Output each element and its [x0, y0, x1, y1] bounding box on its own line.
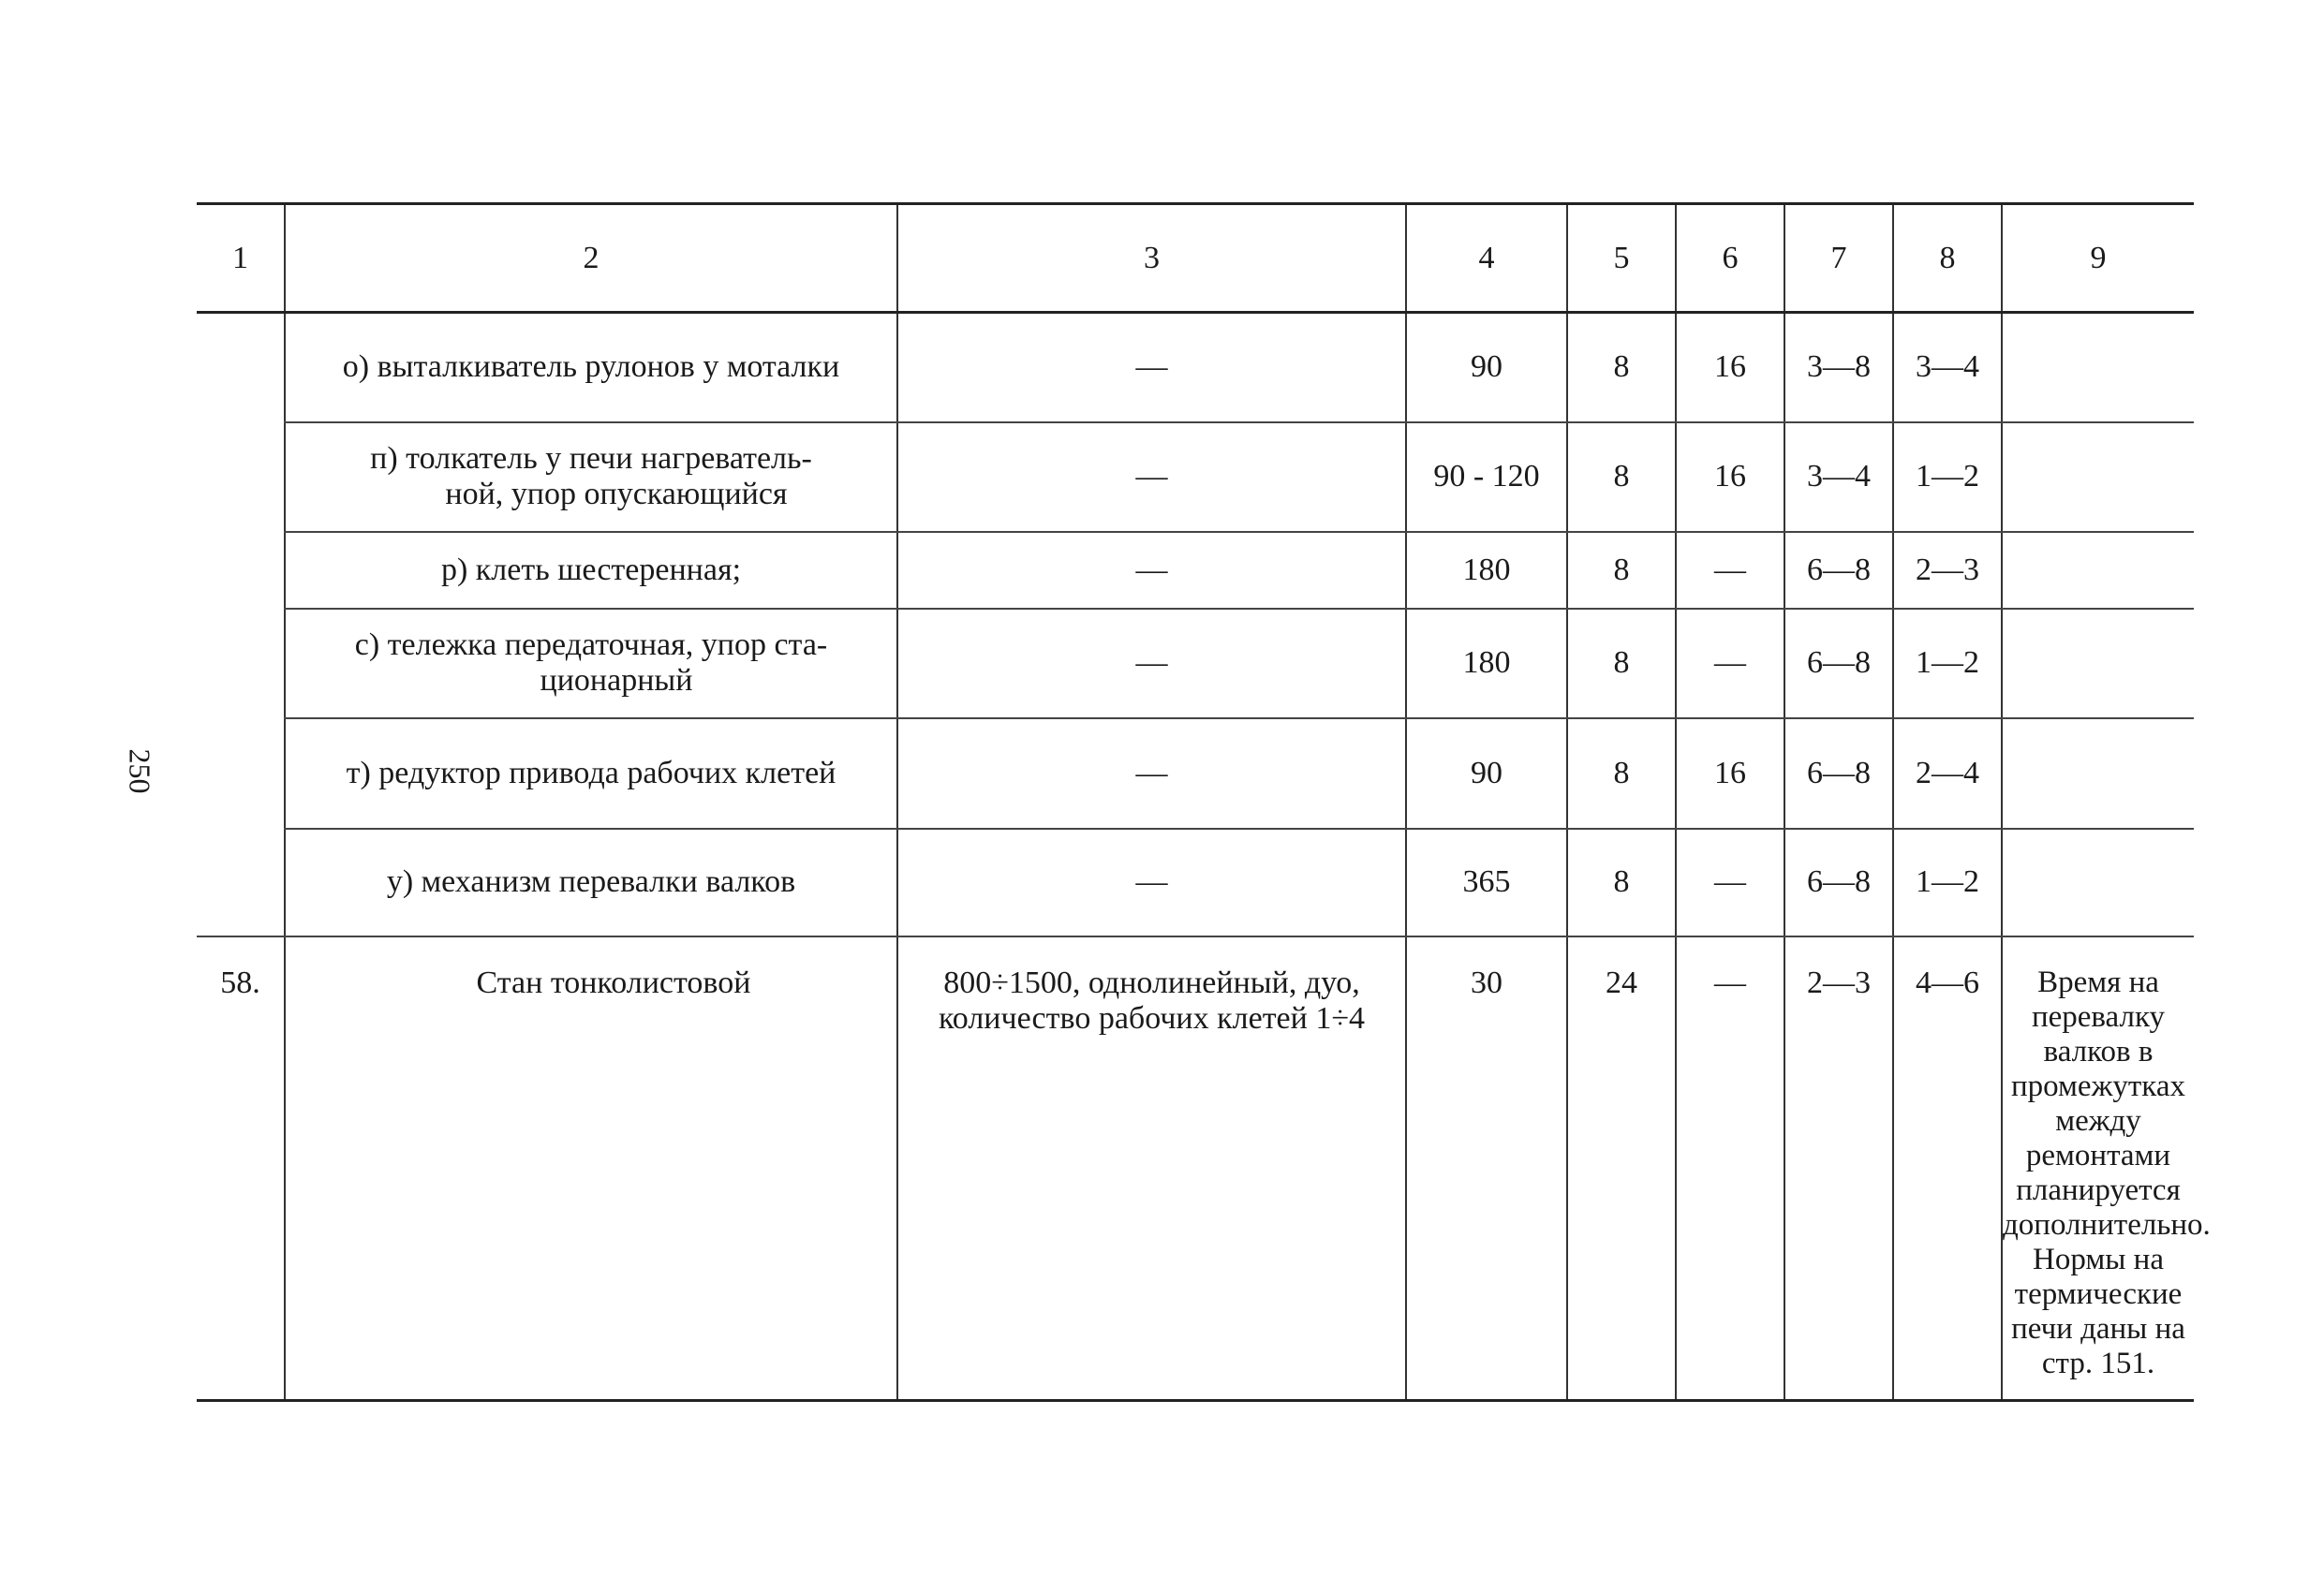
value-cell: 16 [1676, 313, 1784, 422]
value-cell: 3—4 [1893, 313, 2002, 422]
value-cell: 90 - 120 [1406, 422, 1567, 532]
column-header: 9 [2002, 204, 2194, 313]
note-cell [2002, 313, 2194, 422]
value-cell: 4—6 [1893, 936, 2002, 1401]
repair-norms-table [197, 202, 2211, 1402]
value-cell: 8 [1567, 829, 1676, 936]
column-header: 5 [1567, 204, 1676, 313]
column-header: 1 [197, 204, 285, 313]
value-cell: 6—8 [1784, 532, 1893, 609]
column-header: 3 [897, 204, 1406, 313]
value-cell: — [1676, 936, 1784, 1401]
value-cell: 3—8 [1784, 313, 1893, 422]
value-cell: 8 [1567, 609, 1676, 718]
note-cell [2002, 829, 2194, 936]
value-cell: — [1676, 609, 1784, 718]
table-row [197, 313, 2194, 422]
column-header: 8 [1893, 204, 2002, 313]
value-cell: 180 [1406, 532, 1567, 609]
item-name-cell: о) выталкиватель рулонов у моталки [285, 313, 897, 422]
table-row [197, 422, 2194, 532]
row-number-cell [197, 829, 285, 936]
table-row [197, 532, 2194, 609]
value-cell: 8 [1567, 718, 1676, 829]
column-header: 4 [1406, 204, 1567, 313]
column-header: 6 [1676, 204, 1784, 313]
value-cell: 8 [1567, 532, 1676, 609]
param-cell: — [897, 609, 1406, 718]
page-number: 250 [123, 748, 157, 794]
value-cell: 24 [1567, 936, 1676, 1401]
value-cell: 6—8 [1784, 609, 1893, 718]
value-cell: 30 [1406, 936, 1567, 1401]
param-cell: — [897, 422, 1406, 532]
value-cell: 90 [1406, 718, 1567, 829]
value-cell: 3—4 [1784, 422, 1893, 532]
param-cell: — [897, 718, 1406, 829]
value-cell: 6—8 [1784, 829, 1893, 936]
table-row [197, 609, 2194, 718]
table-row [197, 829, 2194, 936]
value-cell: 16 [1676, 422, 1784, 532]
note-cell [2002, 609, 2194, 718]
value-cell: 2—3 [1893, 532, 2002, 609]
item-name-cell: п) толкатель у печи нагреватель- ной, упор опускающийся [285, 422, 897, 532]
value-cell: 2—3 [1784, 936, 1893, 1401]
row-number-cell [197, 609, 285, 718]
value-cell: 1—2 [1893, 422, 2002, 532]
param-cell: 800÷1500, однолинейный, дуо, количество рабочих клетей 1÷4 [897, 936, 1406, 1401]
row-number-cell [197, 313, 285, 422]
row-number-cell [197, 422, 285, 532]
item-name-cell: с) тележка передаточная, упор ста- ционарный [285, 609, 897, 718]
column-header: 7 [1784, 204, 1893, 313]
value-cell: — [1676, 532, 1784, 609]
value-cell: 1—2 [1893, 609, 2002, 718]
item-name-cell: у) механизм перевалки валков [285, 829, 897, 936]
table-row [197, 718, 2194, 829]
row-number-cell: 58. [197, 936, 285, 1401]
value-cell: 365 [1406, 829, 1567, 936]
param-cell: — [897, 829, 1406, 936]
note-cell [2002, 422, 2194, 532]
header-row [197, 204, 2194, 313]
column-header: 2 [285, 204, 897, 313]
value-cell: 90 [1406, 313, 1567, 422]
row-number-cell [197, 532, 285, 609]
value-cell: — [1676, 829, 1784, 936]
param-cell: — [897, 532, 1406, 609]
note-cell [2002, 532, 2194, 609]
value-cell: 2—4 [1893, 718, 2002, 829]
value-cell: 180 [1406, 609, 1567, 718]
row-number-cell [197, 718, 285, 829]
note-cell: Время на перевалку валков в промежутках между ремонтами планируется дополнительно. Нормы на термические печи даны на стр. 151. [2002, 936, 2194, 1401]
value-cell: 6—8 [1784, 718, 1893, 829]
value-cell: 16 [1676, 718, 1784, 829]
value-cell: 8 [1567, 422, 1676, 532]
value-cell: 8 [1567, 313, 1676, 422]
item-name-cell: р) клеть шестеренная; [285, 532, 897, 609]
table-row [197, 936, 2194, 1401]
value-cell: 1—2 [1893, 829, 2002, 936]
param-cell: — [897, 313, 1406, 422]
note-cell [2002, 718, 2194, 829]
item-name-cell: т) редуктор привода рабочих клетей [285, 718, 897, 829]
item-name-cell: Стан тонколистовой [285, 936, 897, 1401]
